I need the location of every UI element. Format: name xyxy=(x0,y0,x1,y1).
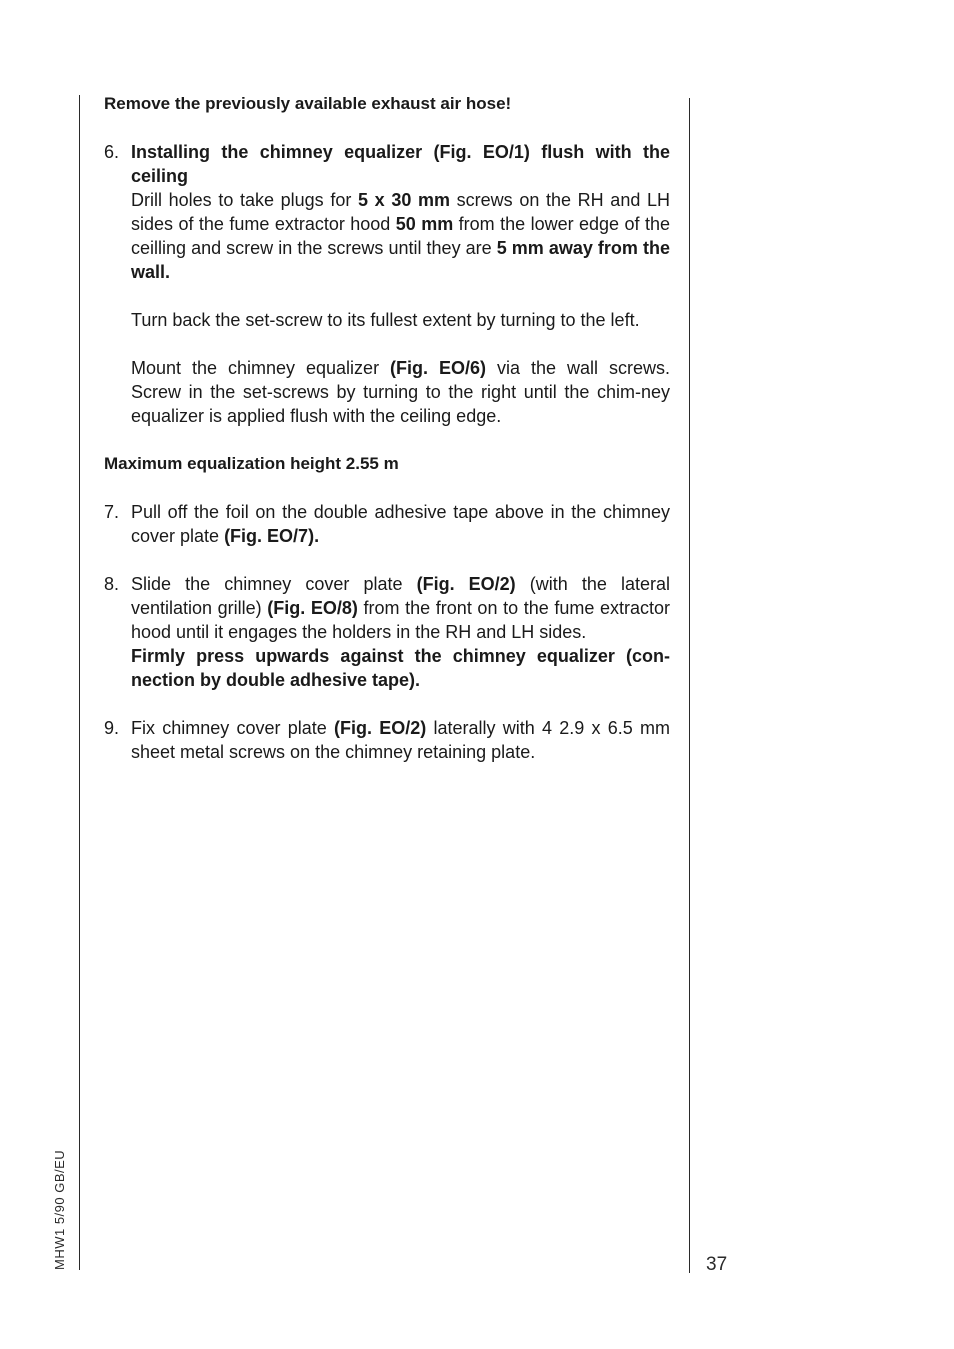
left-margin-rule xyxy=(79,95,80,1270)
step-8-text: Slide the chimney cover plate (Fig. EO/2) (with the lateral ventilation grille) (Fig. EO/8) from the front on to the fume extractor hood until it engages the holders in the RH and LH sides. xyxy=(131,574,670,642)
heading-remove-hose: Remove the previously available exhaust air hose! xyxy=(104,94,512,113)
step-6 xyxy=(104,140,670,428)
document-code: MHW1 5/90 GB/EU xyxy=(52,1149,67,1270)
step-number: 9. xyxy=(104,718,120,738)
step-9-text: Fix chimney cover plate (Fig. EO/2) laterally with 4 2.9 x 6.5 mm sheet metal screws on the chimney retaining plate. xyxy=(131,718,671,762)
step-number: 6. xyxy=(104,142,120,162)
step-6-paragraph-1: Drill holes to take plugs for 5 x 30 mm screws on the RH and LH sides of the fume extractor hood 50 mm from the lower edge of the ceilling and screw in the screws until they are 5 mm away from the wall. xyxy=(131,190,671,282)
step-9 xyxy=(104,716,670,764)
right-margin-rule xyxy=(689,98,690,1273)
heading-max-height: Maximum equalization height 2.55 m xyxy=(104,454,399,473)
step-8 xyxy=(104,572,670,692)
step-6-title: Installing the chimney equalizer (Fig. EO/1) flush with the ceiling xyxy=(131,142,670,186)
step-7-text: Pull off the foil on the double adhesive tape above in the chimney cover plate (Fig. EO/7). xyxy=(131,502,670,546)
step-number: 8. xyxy=(104,574,120,594)
step-number: 7. xyxy=(104,502,120,522)
page-content xyxy=(104,92,670,764)
step-6-paragraph-3: Mount the chimney equalizer (Fig. EO/6) via the wall screws. Screw in the set-screws by turning to the right until the chim-ney equalizer is applied flush with the ceiling edge. xyxy=(131,358,670,426)
step-6-paragraph-2: Turn back the set-screw to its fullest extent by turning to the left. xyxy=(131,310,640,330)
page-number: 37 xyxy=(706,1254,728,1275)
step-8-emphasis: Firmly press upwards against the chimney equalizer (con-nection by double adhesive tape). xyxy=(131,646,670,690)
step-7 xyxy=(104,500,670,548)
